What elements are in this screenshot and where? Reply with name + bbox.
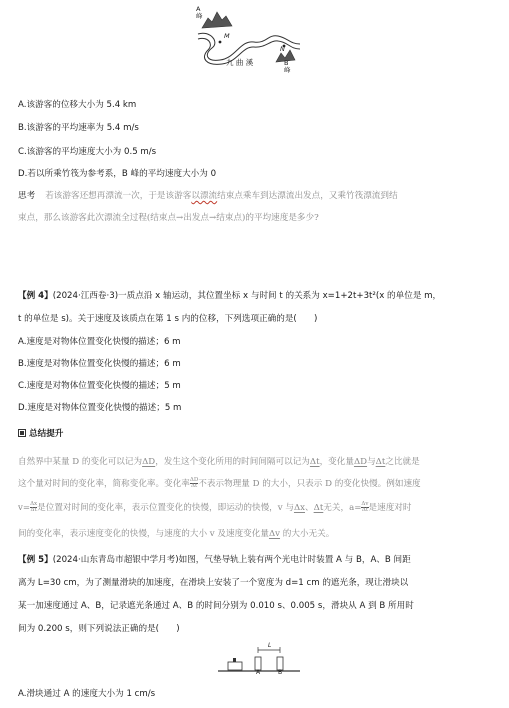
example5-line-3: 某一加速度通过 A、B，记录遮光条通过 A、B 的时间分别为 0.010 s、0.005 s，滑块从 A 到 B 所用时	[18, 601, 414, 611]
stream-label: 九 曲 溪	[226, 58, 254, 67]
point-n-label: N	[280, 45, 285, 53]
summary-line-3: v= $\frac{\Delta x}{\Delta t}$ 是位置对时间的变化率，表示位置变化的快慢，即运动的快慢，v 与Δx、Δt无关，a= $\frac{\Delta v}{\Delta t}$ 是速度对时	[18, 501, 412, 513]
example4-label: 【例 4】	[18, 291, 53, 301]
light-shield	[233, 658, 236, 662]
summary-line-1: 自然界中某量 D 的变化可以记为ΔD，发生这个变化所用的时间间隔可以记为Δt，变化量ΔD与Δt之比就是	[18, 457, 420, 467]
slider-block	[228, 662, 242, 670]
fig-label-b: B	[278, 669, 283, 676]
think-line-1: 思考 若该游客还想再漂流一次，于是该游客以漂流结束点乘车到达漂流出发点，又乘竹筏漂流到结	[18, 191, 398, 201]
option-c: C.该游客的平均速度大小为 0.5 m/s	[18, 147, 157, 157]
peak-b-label: B 峰	[284, 59, 291, 74]
point-m-dot	[219, 41, 222, 44]
option-b: B.该游客的平均速率为 5.4 m/s	[18, 123, 139, 133]
peak-a-label: A 峰	[196, 5, 203, 20]
example5-option-a: A.滑块通过 A 的速度大小为 1 cm/s	[18, 689, 156, 699]
example4-line-2: t 的单位是 s)。关于速度及该质点在第 1 s 内的位移，下列选项正确的是( )	[18, 314, 318, 324]
example4-option-d: D.速度是对物体位置变化快慢的描述；5 m	[18, 403, 182, 413]
fig-label-a: A	[256, 669, 261, 676]
example4-option-c: C.速度是对物体位置变化快慢的描述；5 m	[18, 381, 181, 391]
example4-option-a: A.速度是对物体位置变化快慢的描述；6 m	[18, 337, 181, 347]
option-d: D.若以所乘竹筏为参考系，B 峰的平均速度大小为 0	[18, 169, 217, 179]
fig-label-l: L	[268, 642, 272, 649]
example4-line-1: 【例 4】(2024·江西卷·3)一质点沿 x 轴运动，其位置坐标 x 与时间 t 的关系为 x=1+2t+3t²(x 的单位是 m，	[18, 291, 442, 301]
example5-line-2: 离为 L=30 cm，为了测量滑块的加速度，在滑块上安装了一个宽度为 d=1 cm 的遮光条，现让滑块以	[18, 578, 409, 588]
option-a: A.该游客的位移大小为 5.4 km	[18, 100, 137, 110]
think-label: 思考	[18, 191, 36, 201]
peak-a-mountain	[202, 12, 232, 28]
think-line-2: 束点，那么该游客此次漂流全过程(结束点→出发点→结束点)的平均速度是多少?	[18, 213, 319, 223]
summary-icon	[18, 429, 26, 437]
summary-line-2: 这个量对时间的变化率，简称变化率。变化率 $\frac{\Delta D}{\Delta t}$ 不表示物理量 D 的大小，只表示 D 的变化快慢。例如速度	[18, 477, 421, 489]
example5-label: 【例 5】	[18, 555, 53, 565]
example4-option-b: B.速度是对物体位置变化快慢的描述；6 m	[18, 359, 181, 369]
point-m-label: M	[224, 32, 230, 40]
example5-line-4: 间为 0.200 s，则下列说法正确的是( )	[18, 624, 180, 634]
summary-title: 总结提升	[18, 428, 63, 440]
summary-line-4: 间的变化率，表示速度变化的快慢，与速度的大小 v 及速度变化量Δv 的大小无关。	[18, 529, 335, 539]
example5-line-1: 【例 5】(2024·山东青岛市超银中学月考)如图，气垫导轨上装有两个光电计时装置 A 与 B，A、B 间距	[18, 555, 411, 565]
